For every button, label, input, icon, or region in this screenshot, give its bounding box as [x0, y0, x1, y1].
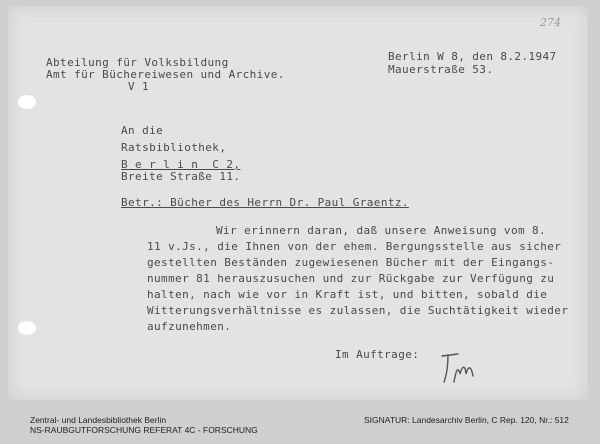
footer-department: NS-RAUBGUTFORSCHUNG REFERAT 4C - FORSCHUNG	[30, 425, 258, 435]
subject-line: Betr.: Bücher des Herrn Dr. Paul Graentz.	[121, 196, 409, 209]
body-line-7: aufzunehmen.	[147, 320, 232, 333]
recipient-line-2: Ratsbibliothek,	[121, 141, 227, 154]
recipient-city: B e r l i n C 2,	[121, 158, 241, 171]
handwritten-signature	[436, 352, 482, 386]
body-line-1: Wir erinnern daran, daß unsere Anweisung vom 8.	[216, 224, 547, 237]
sender-line-2: Amt für Büchereiwesen und Archive.	[46, 68, 285, 81]
recipient-line-1: An die	[121, 124, 164, 137]
punch-hole-bottom	[18, 321, 36, 335]
sender-street: Mauerstraße 53.	[388, 63, 494, 76]
punch-hole-top	[18, 95, 36, 109]
footer-library-name: Zentral- und Landesbibliothek Berlin	[30, 415, 167, 425]
body-line-2: 11 v.Js., die Ihnen von der ehem. Bergungsstelle aus sicher	[147, 240, 562, 253]
place-date: Berlin W 8, den 8.2.1947	[388, 50, 557, 63]
body-line-6: Witterungsverhältnisse es zulassen, die Suchtätigkeit wieder	[147, 304, 569, 317]
archive-number: 274	[540, 16, 561, 29]
sender-line-1: Abteilung für Volksbildung	[46, 56, 229, 69]
recipient-street: Breite Straße 11.	[121, 170, 241, 183]
body-line-5: halten, nach wie vor in Kraft ist, und bitten, sobald die	[147, 288, 548, 301]
sender-line-3: V 1	[128, 80, 150, 93]
body-line-3: gestellten Beständen zugewiesenen Bücher mit der Eingangs-	[147, 256, 555, 269]
closing-line: Im Auftrage:	[335, 348, 420, 361]
footer-signature: SIGNATUR: Landesarchiv Berlin, C Rep. 120, Nr.: 512	[364, 415, 569, 425]
body-line-4: nummer 81 herauszusuchen und zur Rückgabe zur Verfügung zu	[147, 272, 555, 285]
